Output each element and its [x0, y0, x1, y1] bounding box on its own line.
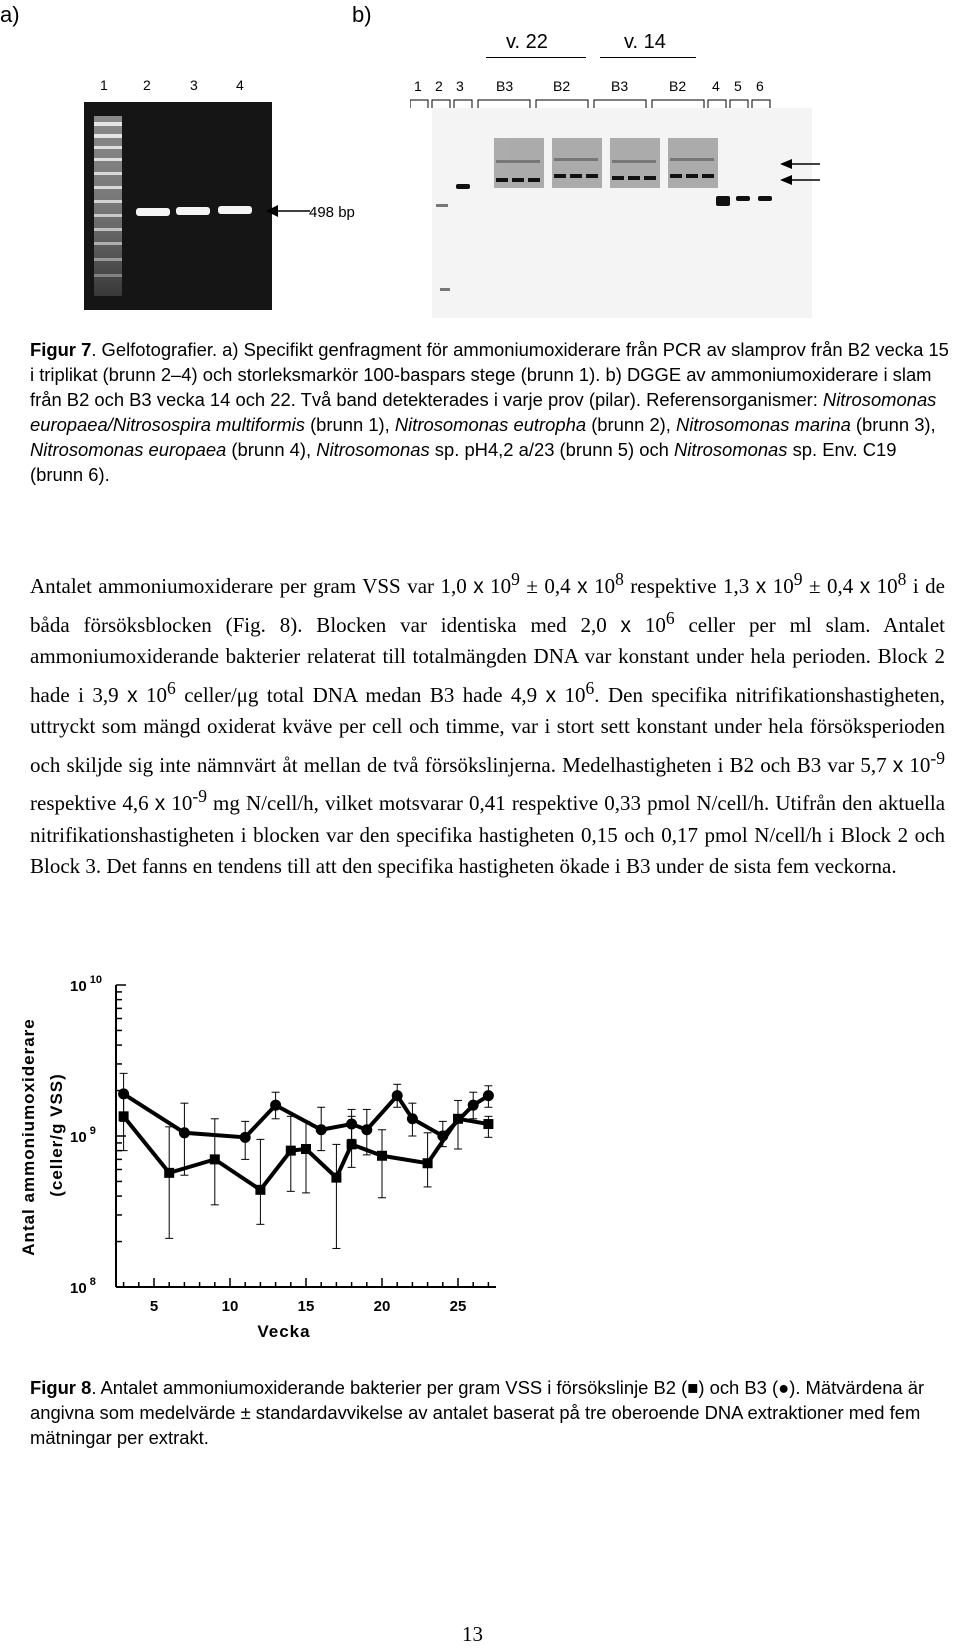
panel-label-a: a)	[0, 2, 20, 27]
data-point-B3	[316, 1124, 327, 1135]
data-point-B3	[407, 1113, 418, 1124]
gel-a-lane-4: 4	[236, 77, 244, 93]
circle-marker-icon: ●	[778, 1377, 790, 1398]
data-point-B3	[468, 1100, 479, 1111]
y-axis-label: Antal ammoniumoxiderare	[19, 1018, 38, 1256]
data-point-B3	[179, 1127, 190, 1138]
y-tick-label: 10 $^8$	[70, 1276, 96, 1297]
gel-a-lane-1: 1	[100, 77, 108, 93]
data-point-B2	[255, 1185, 265, 1195]
week-underline-14	[600, 57, 696, 58]
gel-b-lane-b3-14: B3	[611, 78, 629, 94]
gel-image-b	[432, 108, 812, 318]
x-tick-label: 15	[297, 1298, 315, 1315]
gel-b-lane-6: 6	[756, 78, 764, 94]
y-tick-label: 10 $^{10}$	[70, 974, 102, 995]
body-paragraph: Antalet ammoniumoxiderare per gram VSS var 1,0 x $10^9 \pm 0,4$ x $10^8$ respektive 1,3 x $10^9 \pm 0,4$ x $10^8$ i de båda försöksblocken (Fig. 8). Blocken var identiska med 2,0 x $10^6$ celler per ml slam. Antalet ammoniumoxiderande bakterier relaterat till totalmängden DNA var konstant under hela perioden. Block 2 hade i 3,9 x $10^6$ celler/μg total DNA medan B3 hade 4,9 x $10^6$. Den specifika nitrifikationshastigheten, uttryckt som mängd oxiderat kväve per cell och timme, var i stort sett konstant under hela försöksperioden och skiljde sig inte nämnvärt åt mellan de två försökslinjerna. Medelhastigheten i B2 och B3 var 5,7 x $10^{-9}$ respektive 4,6 x $10^{-9}$ mg N/cell/h, vilket motsvarar 0,41 respektive 0,33 pmol N/cell/h. Utifrån den aktuella nitrifikationshastigheten i blocken var den specifika hastigheten 0,15 och 0,17 pmol N/cell/h i Block 2 och Block 3. Det fanns en tendens till att den specifika hastigheten ökade i B3 under de sista fem veckorna.	[30, 569, 946, 878]
data-point-B3	[270, 1100, 281, 1111]
data-point-B3	[483, 1090, 494, 1101]
x-tick-label: 20	[373, 1298, 391, 1315]
figure8-chart	[0, 965, 520, 1355]
data-point-B2	[377, 1151, 387, 1161]
data-point-B2	[286, 1146, 296, 1156]
data-point-B2	[483, 1119, 493, 1129]
x-tick-label: 10	[221, 1298, 239, 1315]
x-axis-label: Vecka	[257, 1322, 311, 1341]
gel-b-lane-b3-22: B3	[496, 78, 514, 94]
data-point-B3	[240, 1132, 251, 1143]
gel-b-lane-1: 1	[414, 78, 422, 94]
page-number: 13	[462, 1622, 483, 1646]
x-tick-label: 25	[449, 1298, 467, 1315]
data-point-B3	[392, 1090, 403, 1101]
data-point-B2	[164, 1168, 174, 1178]
y-axis-label-unit: (celler/g VSS)	[47, 1073, 66, 1197]
gel-a-lane-3: 3	[190, 77, 198, 93]
gel-b-lane-b2-22: B2	[553, 78, 571, 94]
panel-label-b: b)	[352, 2, 372, 27]
data-point-B3	[118, 1088, 129, 1099]
data-point-B2	[331, 1173, 341, 1183]
figure7-caption: Figur 7. Gelfotografier. a) Specifikt genfragment för ammoniumoxiderare från PCR av slamprov från B2 vecka 15 i triplikat (brunn 2–4) och storleksmarkör 100-baspars stege (brunn 1). b) DGGE av ammoniumoxiderare i slam från B2 och B3 vecka 14 och 22. Två band detekterades i varje prov (pilar). Referensorganismer: Nitrosomonas europaea/Nitrosospira multiformis (brunn 1), Nitrosomonas eutropha (brunn 2), Nitrosomonas marina (brunn 3), Nitrosomonas europaea (brunn 4), Nitrosomonas sp. pH4,2 a/23 (brunn 5) och Nitrosomonas sp. Env. C19 (brunn 6).	[30, 339, 949, 485]
x-tick-label: 5	[149, 1298, 159, 1315]
arrow-left-icon	[266, 204, 310, 223]
data-point-B3	[346, 1119, 357, 1130]
square-marker-icon: ■	[687, 1377, 699, 1398]
gel-a-lane-2: 2	[143, 77, 151, 93]
gel-b-lane-b2-14: B2	[669, 78, 687, 94]
gel-image-a	[84, 102, 272, 310]
gel-b-lane-2: 2	[435, 78, 443, 94]
data-point-B2	[210, 1154, 220, 1164]
data-point-B2	[347, 1139, 357, 1149]
data-point-B3	[437, 1131, 448, 1142]
bp-label: 498 bp	[309, 204, 355, 221]
week-underline-22	[486, 57, 586, 58]
figure8-caption: Figur 8. Antalet ammoniumoxiderande bakterier per gram VSS i försökslinje B2 (■) och B3 (●). Mätvärdena är angivna som medelvärde ± standardavvikelse av antalet baserat på tre oberoende DNA extraktioner med fem mätningar per extrakt.	[30, 1377, 925, 1448]
week-label-22: v. 22	[506, 31, 548, 53]
gel-b-lane-3: 3	[456, 78, 464, 94]
data-point-B2	[423, 1158, 433, 1168]
gel-b-lane-4: 4	[712, 78, 720, 94]
data-point-B2	[301, 1144, 311, 1154]
y-tick-label: 10 $^9$	[70, 1125, 96, 1146]
data-point-B3	[361, 1124, 372, 1135]
gel-b-lane-5: 5	[734, 78, 742, 94]
week-label-14: v. 14	[624, 31, 666, 53]
band-arrows-icon	[780, 158, 824, 193]
